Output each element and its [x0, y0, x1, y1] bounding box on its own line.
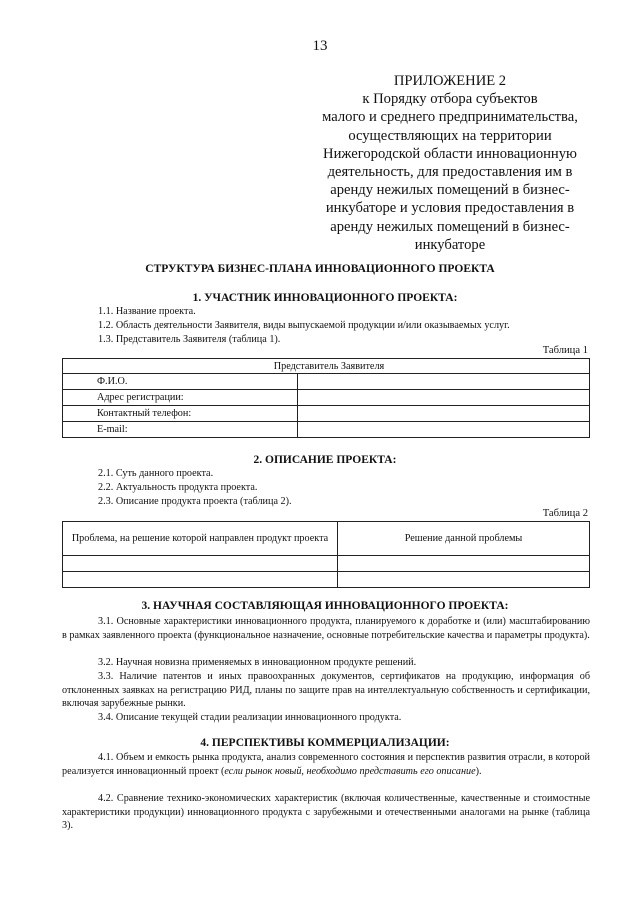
table-2-col-problem: Проблема, на решение которой направлен продукт проекта — [63, 522, 338, 556]
paragraph-text: 4.1. Объем и емкость рынка продукта, анализ современного состояния и перспектив развития отрасли, в которой реализуется инновационный проект ( — [62, 752, 590, 777]
section-2-title: 2. ОПИСАНИЕ ПРОЕКТА: — [253, 454, 397, 466]
paragraph: 3.4. Описание текущей стадии реализации инновационного продукта. — [98, 712, 402, 723]
appendix-line: аренду нежилых помещений в бизнес- — [330, 182, 570, 199]
table-2 — [62, 521, 590, 588]
row-value-cell — [298, 422, 590, 438]
paragraph: 3.2. Научная новизна применяемых в инновационном продукте решений. — [98, 657, 417, 668]
appendix-line: инкубаторе и условия предоставления в — [325, 200, 575, 217]
table-cell — [338, 556, 590, 572]
paragraph-italic-note: если рынок новый, необходимо представить его описание — [224, 765, 476, 777]
table-row — [63, 390, 590, 406]
appendix-line: осуществляющих на территории — [348, 127, 552, 144]
list-item: 2.3. Описание продукта проекта (таблица 2). — [98, 496, 292, 507]
appendix-block — [300, 72, 600, 254]
table-row — [63, 422, 590, 438]
list-item: 2.2. Актуальность продукта проекта. — [98, 482, 258, 493]
table-2-col-solution: Решение данной проблемы — [338, 522, 590, 556]
appendix-line: ПРИЛОЖЕНИЕ 2 — [393, 73, 507, 89]
table-1-caption: Таблица 1 — [542, 345, 588, 356]
page-number: 13 — [312, 38, 328, 54]
appendix-line: аренду нежилых помещений в бизнес- — [330, 218, 570, 235]
appendix-line: к Порядку отбора субъектов — [362, 91, 538, 108]
appendix-line: малого и среднего предпринимательства, — [322, 109, 578, 126]
table-1-header: Представитель Заявителя — [63, 359, 590, 374]
section-4-title: 4. ПЕРСПЕКТИВЫ КОММЕРЦИАЛИЗАЦИИ: — [200, 737, 450, 749]
row-label: E-mail: — [63, 422, 298, 438]
table-2-caption: Таблица 2 — [542, 508, 588, 519]
row-label: Адрес регистрации: — [63, 390, 298, 406]
appendix-line: инкубаторе — [414, 236, 486, 253]
list-item: 1.1. Название проекта. — [98, 306, 196, 317]
appendix-line: Нижегородской области инновационную — [323, 145, 577, 162]
document-title: СТРУКТУРА БИЗНЕС-ПЛАНА ИННОВАЦИОННОГО ПРОЕКТА — [145, 263, 495, 275]
table-1 — [62, 358, 590, 438]
table-row — [63, 556, 590, 572]
section-3-title: 3. НАУЧНАЯ СОСТАВЛЯЮЩАЯ ИННОВАЦИОННОГО ПРОЕКТА: — [141, 600, 509, 612]
section-1-title: 1. УЧАСТНИК ИННОВАЦИОННОГО ПРОЕКТА: — [192, 292, 458, 304]
row-label: Ф.И.О. — [63, 374, 298, 390]
row-label: Контактный телефон: — [63, 406, 298, 422]
table-cell — [63, 572, 338, 588]
table-row — [63, 406, 590, 422]
row-value-cell — [298, 406, 590, 422]
row-value-cell — [298, 390, 590, 406]
paragraph-text-end: ). — [475, 765, 482, 777]
paragraph: 3.3. Наличие патентов и иных правоохранных документов, сертификатов на продукцию, информация об отклоненных заявках на регистрацию РИД, планы по защите прав на интеллектуальную собственность и сертификации, включая зарубежные рынки. — [62, 671, 590, 710]
list-item: 1.2. Область деятельности Заявителя, виды выпускаемой продукции и/или оказываемых услуг. — [98, 320, 510, 331]
paragraph — [62, 751, 590, 778]
table-cell — [63, 556, 338, 572]
list-item: 1.3. Представитель Заявителя (таблица 1). — [98, 334, 281, 345]
paragraph: 4.2. Сравнение технико-экономических характеристик (включая количественные, качественные и стоимостные характеристики продукции) инновационного продукта с зарубежными и отечественными аналогами на рынке (таблица 3). — [62, 793, 590, 832]
row-value-cell — [298, 374, 590, 390]
table-row — [63, 374, 590, 390]
list-item: 2.1. Суть данного проекта. — [98, 468, 214, 479]
appendix-line: деятельность, для предоставления им в — [327, 164, 573, 181]
paragraph: 3.1. Основные характеристики инновационного продукта, планируемого к доработке и (или) масштабированию в рамках заявленного проекта (функциональное назначение, основные потребительские качества и параметры продукта). — [62, 616, 590, 641]
table-cell — [338, 572, 590, 588]
table-row — [63, 572, 590, 588]
